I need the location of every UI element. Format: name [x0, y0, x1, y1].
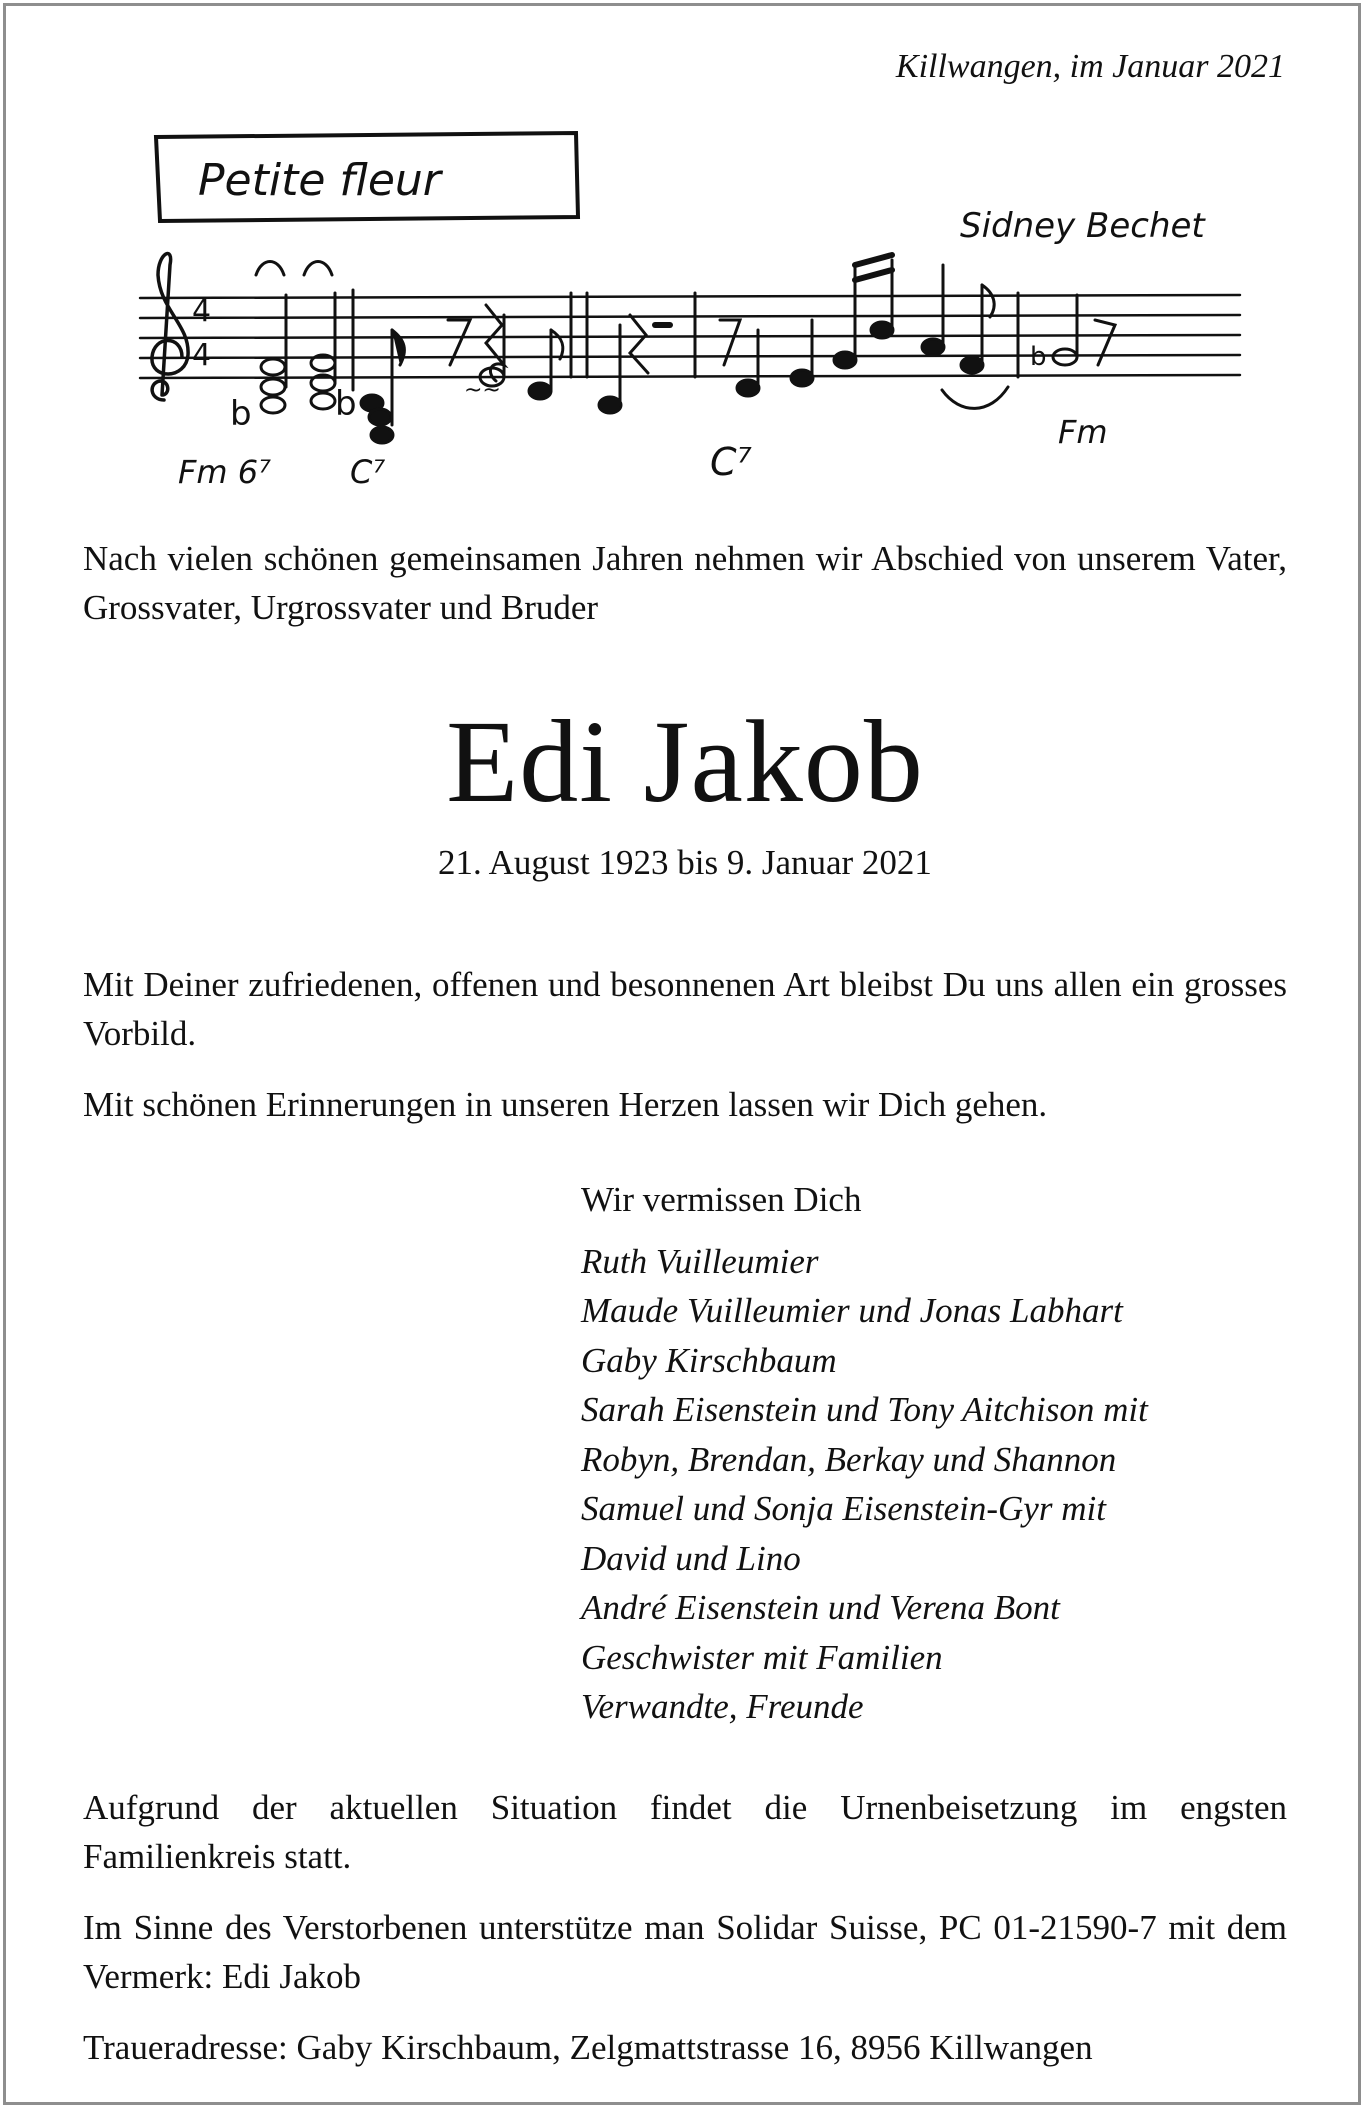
svg-text:b: b [1030, 342, 1047, 372]
score-title: Petite fleur [198, 155, 441, 206]
farewell-text: Mit schönen Erinnerungen in unseren Herzen lassen wir Dich gehen. [83, 1085, 1048, 1124]
mourner-name: Maude Vuilleumier und Jonas Labhart [581, 1291, 1123, 1330]
donation-notice: Im Sinne des Verstorbenen unterstütze man Solidar Suisse, PC 01-21590-7 mit dem Vermerk: Edi Jakob [83, 1908, 1287, 1996]
time-signature-bottom: 4 [192, 338, 212, 373]
mourner-name: André Eisenstein und Verena Bont [581, 1588, 1060, 1627]
mourners-list [581, 1237, 1148, 1732]
mourner-name: Geschwister mit Familien [581, 1637, 943, 1677]
melody-notes [464, 315, 563, 403]
time-signature-top: 4 [192, 294, 212, 329]
melody-notes [599, 315, 670, 413]
lifespan: 21. August 1923 bis 9. Januar 2021 [438, 843, 932, 882]
svg-text:b: b [230, 394, 252, 434]
mourner-name: David und Lino [581, 1538, 801, 1578]
chord-label: C⁷ [350, 453, 386, 491]
svg-text:b: b [335, 384, 357, 424]
fermata-icon [304, 262, 332, 276]
tribute-text: Mit Deiner zufriedenen, offenen und besonnenen Art bleibst Du uns allen ein grosses Vorbild. [83, 965, 1287, 1053]
deceased-name: Edi Jakob [446, 696, 924, 827]
mourner-name: Robyn, Brendan, Berkay und Shannon [581, 1439, 1117, 1479]
fermata-icon [256, 262, 284, 276]
mourner-name: Ruth Vuilleumier [581, 1241, 819, 1281]
melody-notes [737, 255, 1008, 408]
mourner-name: Verwandte, Freunde [581, 1687, 864, 1726]
mourner-name: Sarah Eisenstein und Tony Aitchison mit [581, 1390, 1148, 1429]
chord-label: Fm [1058, 413, 1108, 451]
chord-label: Fm 6⁷ [178, 453, 271, 491]
mourners-block [581, 1175, 1148, 1732]
mourner-name: Gaby Kirschbaum [581, 1340, 837, 1380]
svg-text:~~: ~~ [464, 378, 501, 403]
sheet-music-sketch [130, 125, 1260, 510]
mourning-address: Traueradresse: Gaby Kirschbaum, Zelgmattstrasse 16, 8956 Killwangen [83, 2028, 1093, 2067]
dateline: Killwangen, im Januar 2021 [895, 48, 1285, 85]
chord-c7-notes [361, 330, 404, 443]
burial-notice: Aufgrund der aktuellen Situation findet die Urnenbeisetzung im engsten Familienkreis statt. [83, 1788, 1287, 1876]
melody-notes [1030, 295, 1115, 372]
chord-label: C⁷ [710, 440, 752, 484]
mourners-lead: Wir vermissen Dich [581, 1180, 862, 1219]
mourner-name: Samuel und Sonja Eisenstein-Gyr mit [581, 1489, 1106, 1528]
intro-text: Nach vielen schönen gemeinsamen Jahren nehmen wir Abschied von unserem Vater, Grossvater, Urgrossvater und Bruder [83, 539, 1287, 627]
score-composer: Sidney Bechet [960, 206, 1205, 246]
staff [140, 295, 1240, 378]
